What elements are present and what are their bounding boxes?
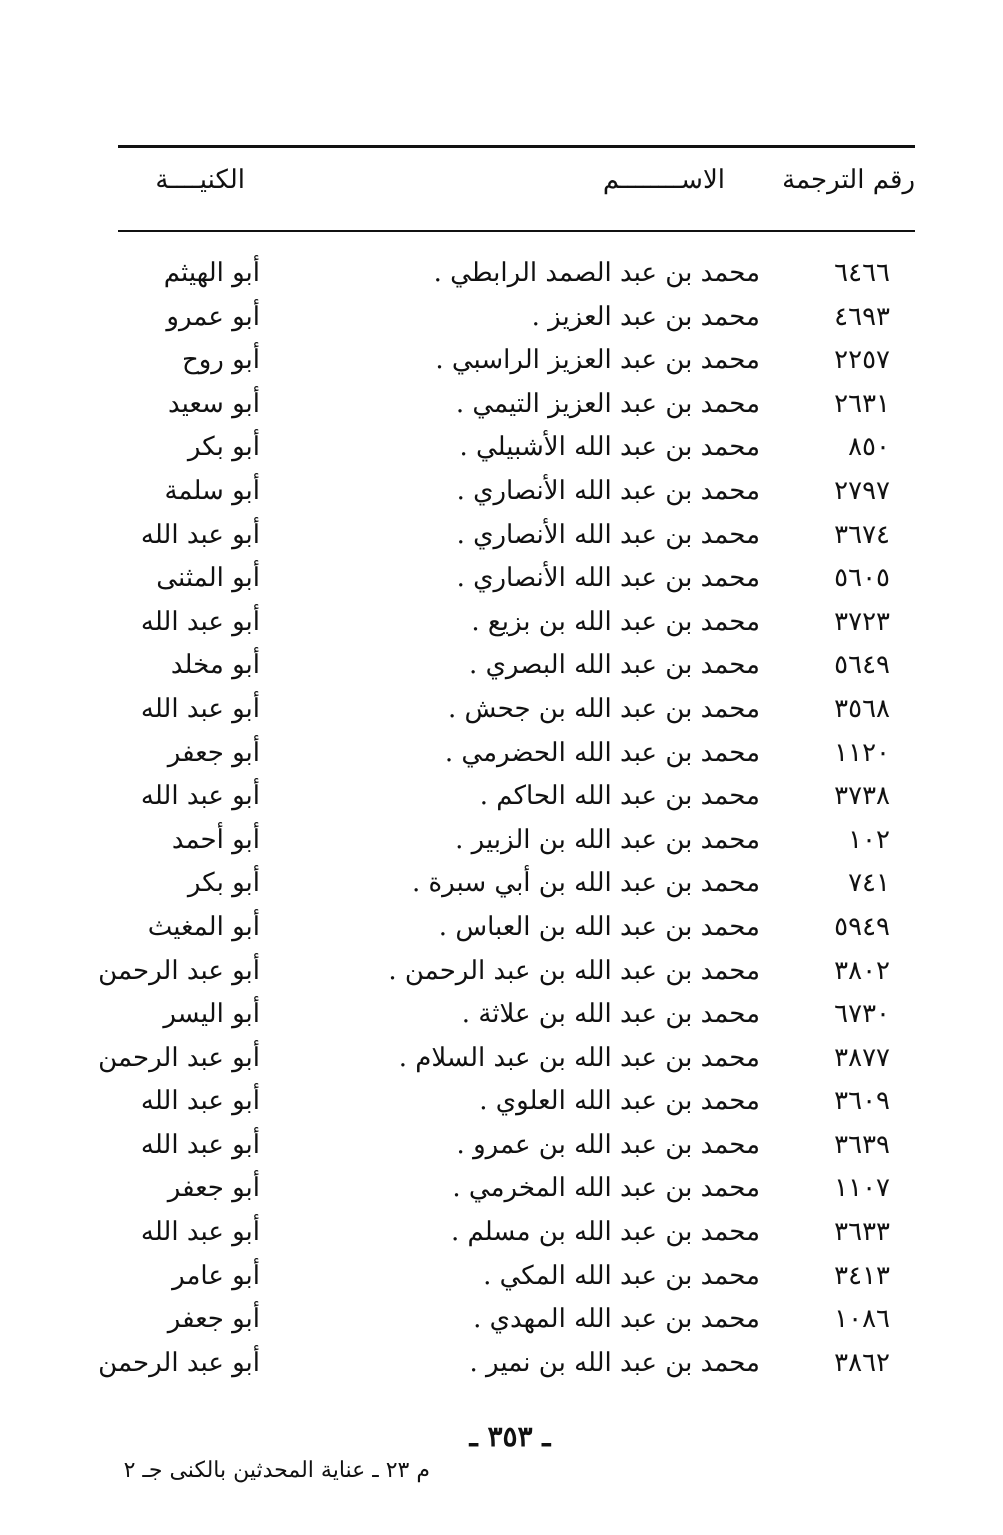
table-row [118, 906, 915, 950]
page-number: ـ ٣٥٣ ـ [469, 1420, 551, 1453]
entry-number: ١١٢٠ [834, 737, 890, 768]
entry-kunya: أبو سلمة [164, 475, 260, 506]
entry-name: محمد بن عبد الله العلوي . [479, 1086, 760, 1117]
entry-number: ٣٤١٣ [834, 1260, 890, 1291]
entry-name: محمد بن عبد العزيز . [531, 301, 760, 332]
entry-name: محمد بن عبد الله المكي . [483, 1260, 760, 1291]
entry-name: محمد بن عبد الله بن بزيع . [471, 606, 760, 637]
entry-name: محمد بن عبد الله الحاكم . [479, 781, 760, 812]
entry-name: محمد بن عبد العزيز الراسبي . [435, 345, 760, 376]
header-rule [118, 230, 915, 232]
entry-number: ٢٧٩٧ [834, 475, 890, 506]
entry-number: ٣٨٧٧ [834, 1042, 890, 1073]
table-row [118, 296, 915, 340]
table-row [118, 1255, 915, 1299]
table-row [118, 339, 915, 383]
entry-number: ٥٦٤٩ [834, 650, 890, 681]
entry-kunya: أبو جعفر [167, 737, 260, 768]
table-header [118, 160, 915, 210]
table-row [118, 1298, 915, 1342]
entry-number: ١٠٨٦ [834, 1304, 890, 1335]
entry-name: محمد بن عبد الله بن نمير . [469, 1347, 760, 1378]
top-rule [118, 145, 915, 148]
entry-name: محمد بن عبد الله بن عمرو . [456, 1129, 760, 1160]
entry-kunya: أبو أحمد [171, 824, 260, 855]
entry-number: ١٠٢ [848, 824, 890, 855]
entry-kunya: أبو عبد الله [140, 606, 260, 637]
entry-number: ٨٥٠ [848, 432, 890, 463]
table-row [118, 557, 915, 601]
entry-name: محمد بن عبد الله بن عبد الرحمن . [388, 955, 760, 986]
entry-kunya: أبو عبد الرحمن [98, 1347, 260, 1378]
entry-kunya: أبو عامر [172, 1260, 260, 1291]
header-number: رقم الترجمة [782, 165, 915, 195]
entry-kunya: أبو الهيثم [163, 258, 260, 288]
entry-name: محمد بن عبد الله بن العباس . [438, 911, 760, 942]
entry-name: محمد بن عبد الله المخرمي . [452, 1173, 760, 1204]
entry-kunya: أبو جعفر [167, 1304, 260, 1335]
entry-kunya: أبو عمرو [166, 301, 260, 332]
entry-kunya: أبو عبد الله [140, 1129, 260, 1160]
table-row [118, 993, 915, 1037]
entry-kunya: أبو عبد الرحمن [98, 1042, 260, 1073]
entry-number: ٣٧٢٣ [834, 606, 890, 637]
entry-name: محمد بن عبد الله بن الزبير . [455, 824, 760, 855]
entry-kunya: أبو المثنى [156, 563, 260, 594]
entry-name: محمد بن عبد الله الأنصاري . [456, 519, 760, 550]
table-row [118, 252, 915, 296]
entry-kunya: أبو عبد الله [140, 1086, 260, 1117]
table-row [118, 1124, 915, 1168]
entry-name: محمد بن عبد الله بن علاثة . [461, 999, 760, 1030]
entry-name: محمد بن عبد الله البصري . [469, 650, 760, 681]
table-row [118, 775, 915, 819]
table-row [118, 470, 915, 514]
entry-name: محمد بن عبد الله المهدي . [473, 1304, 760, 1335]
table-row [118, 1167, 915, 1211]
entry-number: ٣٨٦٢ [834, 1347, 890, 1378]
entry-kunya: أبو روح [181, 345, 260, 376]
entry-name: محمد بن عبد الصمد الرابطي . [433, 258, 760, 288]
entry-number: ٣٧٣٨ [834, 781, 890, 812]
header-name: الاســــــــم [602, 165, 725, 195]
entry-number: ٧٤١ [848, 868, 890, 899]
entry-name: محمد بن عبد الله بن مسلم . [450, 1217, 760, 1248]
entry-kunya: أبو عبد الله [140, 781, 260, 812]
table-row [98, 1037, 915, 1081]
table-row [118, 514, 915, 558]
entry-kunya: أبو عبد الله [140, 693, 260, 724]
entry-number: ٦٤٦٦ [834, 258, 890, 288]
entry-number: ٣٥٦٨ [834, 693, 890, 724]
table-row [118, 426, 915, 470]
table-row [118, 644, 915, 688]
entry-number: ٤٦٩٣ [834, 301, 890, 332]
entry-number: ٣٦٣٩ [834, 1129, 890, 1160]
header-kunya: الكنيــــة [155, 165, 245, 195]
entry-kunya: أبو بكر [187, 868, 260, 899]
entry-kunya: أبو اليسر [163, 999, 260, 1030]
entry-kunya: أبو عبد الله [140, 1217, 260, 1248]
entry-number: ٣٦٣٣ [834, 1217, 890, 1248]
entry-name: محمد بن عبد الله الأنصاري . [456, 563, 760, 594]
table-row [118, 601, 915, 645]
table-row [118, 1211, 915, 1255]
entry-number: ١١٠٧ [834, 1173, 890, 1204]
table-row [118, 862, 915, 906]
entry-name: محمد بن عبد الله الحضرمي . [444, 737, 760, 768]
entry-number: ٣٦٠٩ [834, 1086, 890, 1117]
footer-note: م ٢٣ ـ عناية المحدثين بالكنى جـ ٢ [123, 1458, 430, 1483]
entry-kunya: أبو عبد الله [140, 519, 260, 550]
table-row [118, 1080, 915, 1124]
entry-kunya: أبو سعيد [168, 388, 260, 419]
entry-name: محمد بن عبد الله الأشبيلي . [459, 432, 760, 463]
table-row [118, 383, 915, 427]
table-row [118, 819, 915, 863]
entry-name: محمد بن عبد الله الأنصاري . [456, 475, 760, 506]
entry-number: ٣٨٠٢ [834, 955, 890, 986]
table-row [118, 732, 915, 776]
entry-number: ٢٦٣١ [834, 388, 890, 419]
entry-number: ٣٦٧٤ [834, 519, 890, 550]
entry-name: محمد بن عبد الله بن عبد السلام . [398, 1042, 760, 1073]
table-row [98, 950, 915, 994]
entry-name: محمد بن عبد الله بن جحش . [448, 693, 760, 724]
entry-kunya: أبو بكر [187, 432, 260, 463]
entry-kunya: أبو جعفر [167, 1173, 260, 1204]
entry-kunya: أبو مخلد [170, 650, 260, 681]
table-row [98, 1342, 915, 1386]
entries-table [98, 252, 915, 1385]
entry-kunya: أبو عبد الرحمن [98, 955, 260, 986]
entry-name: محمد بن عبد العزيز التيمي . [455, 388, 760, 419]
entry-number: ٦٧٣٠ [834, 999, 890, 1030]
table-row [118, 688, 915, 732]
entry-number: ٢٢٥٧ [834, 345, 890, 376]
entry-number: ٥٩٤٩ [834, 911, 890, 942]
entry-kunya: أبو المغيث [147, 911, 260, 942]
entry-number: ٥٦٠٥ [834, 563, 890, 594]
entry-name: محمد بن عبد الله بن أبي سبرة . [412, 868, 760, 899]
